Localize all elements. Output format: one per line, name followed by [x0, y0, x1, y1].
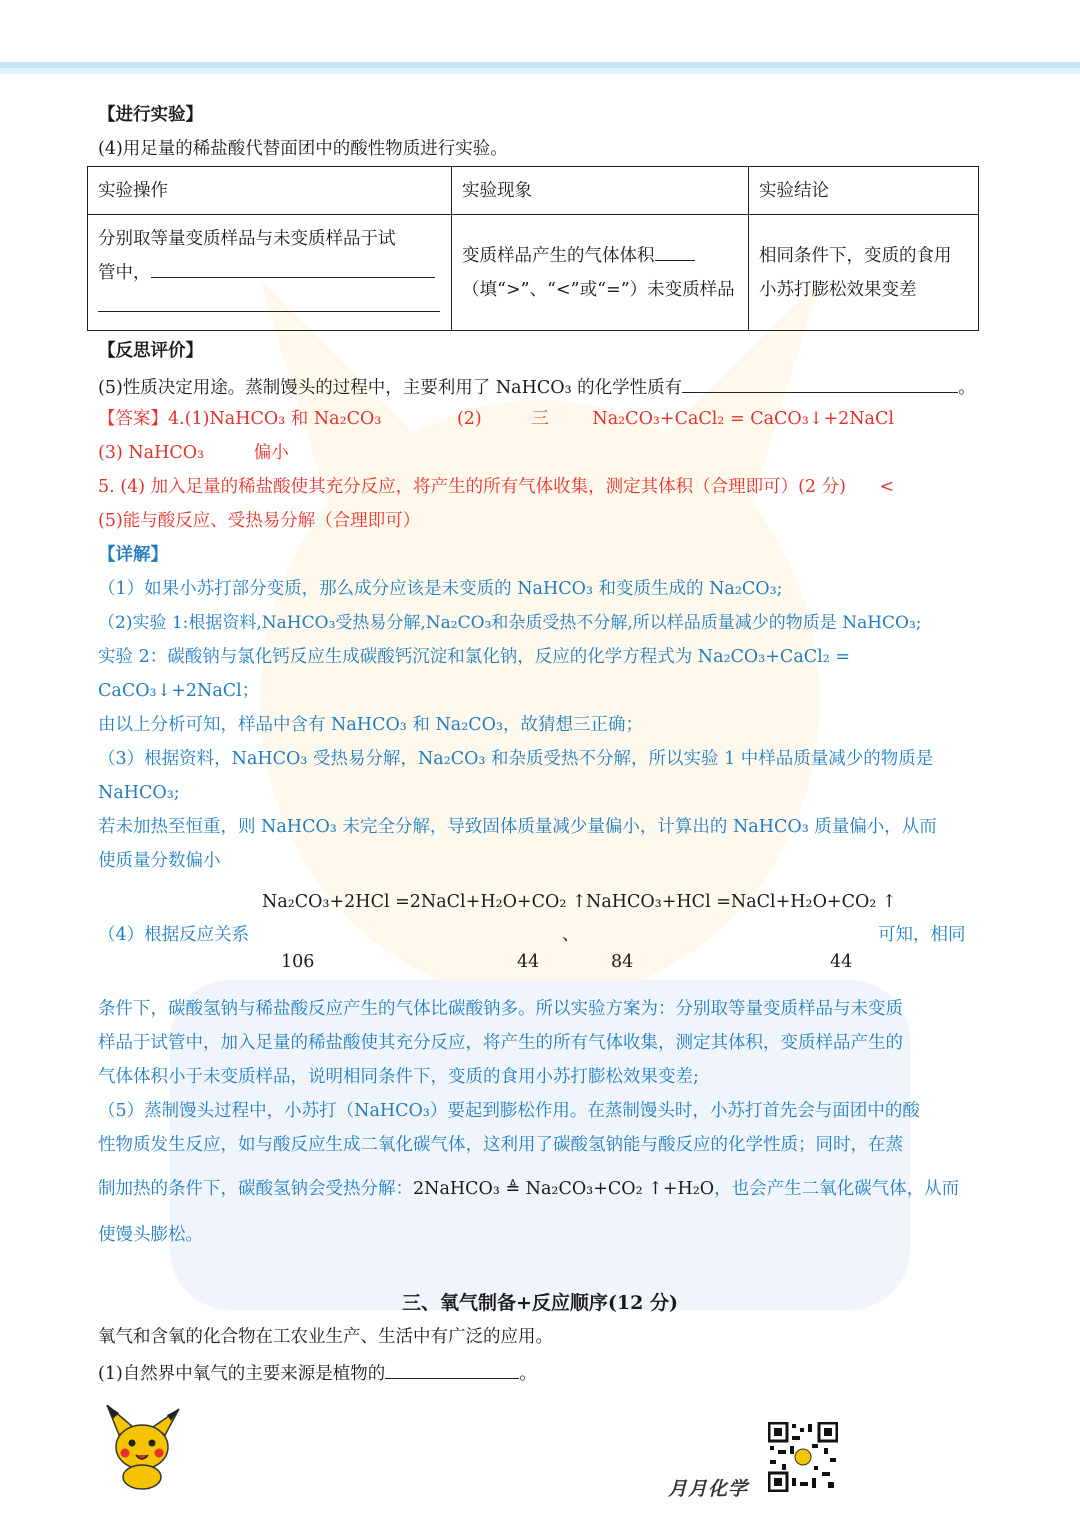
equation-1: Na₂CO₃+2HCl =2NaCl+H₂O+CO₂ ↑	[262, 892, 587, 912]
detail-relation-label: （4）根据反应关系	[98, 925, 250, 945]
detail-line: 使馒头膨松。	[98, 1225, 203, 1245]
answer-part: (3) NaHCO₃	[98, 443, 205, 463]
table-header: 实验现象	[452, 167, 749, 215]
answer-part: Na₂CO₃+CaCl₂ = CaCO₃↓+2NaCl	[592, 409, 894, 429]
experiment-heading: 【进行实验】	[98, 105, 203, 125]
relation-separator: 、	[562, 925, 580, 945]
mascot-logo	[105, 1405, 180, 1490]
detail-line: 实验 2：碳酸钠与氯化钙反应生成碳酸钙沉淀和氯化钠，反应的化学方程式为 Na₂CO₃+CaCl₂ =	[98, 647, 850, 667]
question-text: (1)自然界中氧气的主要来源是植物的	[98, 1364, 386, 1384]
mass-number: 44	[517, 952, 540, 972]
answer-line-4: (5)能与酸反应、受热易分解（合理即可）	[98, 511, 421, 531]
header-stripe-light	[0, 68, 1080, 74]
detail-line: CaCO₃↓+2NaCl；	[98, 681, 260, 701]
detail-line: 条件下，碳酸氢钠与稀盐酸反应产生的气体比碳酸钠多。所以实验方案为：分别取等量变质样品与未变质	[98, 999, 903, 1019]
mascot-watermark	[110, 280, 970, 1330]
experiment-table	[87, 166, 979, 331]
phenomenon-cell	[452, 215, 749, 331]
question-5-blank[interactable]	[682, 372, 958, 393]
answer-part: <	[879, 477, 895, 497]
conclusion-line-2: 小苏打膨松效果变差	[759, 279, 917, 300]
answer-part: 5. (4) 加入足量的稀盐酸使其充分反应，将产生的所有气体收集，测定其体积（合理即可）(2 分)	[98, 477, 846, 497]
question-5-text: (5)性质决定用途。蒸制馒头的过程中，主要利用了 NaHCO₃ 的化学性质有	[98, 378, 683, 398]
header-band	[0, 0, 1080, 82]
operation-line-2	[98, 256, 441, 290]
equation-2: NaHCO₃+HCl =NaCl+H₂O+CO₂ ↑	[586, 892, 897, 912]
qr-code	[768, 1422, 838, 1492]
question-end: 。	[519, 1364, 537, 1384]
phenomenon-line-1	[462, 239, 738, 273]
question-5	[98, 372, 976, 401]
detail-line: （5）蒸制馒头过程中，小苏打（NaHCO₃）要起到膨松作用。在蒸制馒头时，小苏打首先会与面团中的酸	[98, 1101, 920, 1121]
operation-text: 管中，	[98, 262, 151, 283]
detail-line: 由以上分析可知，样品中含有 NaHCO₃ 和 Na₂CO₃，故猜想三正确；	[98, 715, 643, 735]
question-blank[interactable]	[385, 1358, 519, 1379]
answer-part: 偏小	[253, 443, 289, 463]
operation-line-1: 分别取等量变质样品与未变质样品于试	[98, 228, 396, 249]
conclusion-line-1: 相同条件下，变质的食用	[759, 245, 952, 266]
detail-line	[98, 1176, 959, 1202]
answer-part: 【答案】4.(1)NaHCO₃ 和 Na₂CO₃	[98, 409, 382, 429]
operation-cell	[88, 215, 452, 331]
phenomenon-text: 变质样品产生的气体体积	[462, 245, 655, 266]
brand-wordmark: 月月化学	[668, 1478, 749, 1500]
detail-heading: 【详解】	[98, 545, 168, 565]
detail-text: ，也会产生二氧化碳气体，从而	[714, 1179, 960, 1199]
operation-line-3	[98, 290, 441, 324]
phenomenon-line-2: （填“>”、“<”或“=”）未变质样品	[462, 279, 735, 300]
detail-line: NaHCO₃;	[98, 783, 180, 803]
detail-line: 样品于试管中，加入足量的稀盐酸使其充分反应，将产生的所有气体收集，测定其体积，变质样品产生的	[98, 1033, 903, 1053]
table-row	[88, 215, 979, 331]
detail-text: 制加热的条件下，碳酸氢钠会受热分解：	[98, 1179, 413, 1199]
mass-number: 106	[281, 952, 315, 972]
question-4: (4)用足量的稀盐酸代替面团中的酸性物质进行实验。	[98, 139, 508, 159]
answer-part: (2)	[456, 409, 482, 429]
phenomenon-blank[interactable]	[655, 240, 695, 261]
reflect-heading: 【反思评价】	[98, 341, 203, 361]
decomposition-equation: 2NaHCO₃ ≜ Na₂CO₃+CO₂ ↑+H₂O	[413, 1179, 715, 1199]
answer-line-1	[98, 406, 894, 432]
mass-number: 84	[611, 952, 634, 972]
operation-blank-2[interactable]	[98, 291, 440, 312]
detail-line: 气体体积小于未变质样品，说明相同条件下，变质的食用小苏打膨松效果变差;	[98, 1067, 699, 1087]
answer-line-3	[98, 474, 894, 500]
detail-line: 使质量分数偏小	[98, 851, 221, 871]
answer-part: 三	[531, 409, 549, 429]
table-header: 实验操作	[88, 167, 452, 215]
section-intro: 氧气和含氧的化合物在工农业生产、生活中有广泛的应用。	[98, 1327, 553, 1347]
detail-line: （2)实验 1:根据资料,NaHCO₃受热易分解,Na₂CO₃和杂质受热不分解,所以样品质量减少的物质是 NaHCO₃;	[98, 613, 922, 633]
section-title: 三、氧气制备+反应顺序(12 分)	[402, 1292, 678, 1314]
question-5-end: 。	[958, 378, 976, 398]
mass-number: 44	[830, 952, 853, 972]
detail-line: （3）根据资料，NaHCO₃ 受热易分解，Na₂CO₃ 和杂质受热不分解，所以实验 1 中样品质量减少的物质是	[98, 749, 934, 769]
detail-line: 若未加热至恒重，则 NaHCO₃ 未完全分解，导致固体质量减少量偏小，计算出的 NaHCO₃ 质量偏小，从而	[98, 817, 937, 837]
section-question-1	[98, 1358, 537, 1387]
detail-line: （1）如果小苏打部分变质，那么成分应该是未变质的 NaHCO₃ 和变质生成的 Na₂CO₃;	[98, 579, 783, 599]
operation-blank[interactable]	[151, 257, 435, 278]
table-header-row	[88, 167, 979, 215]
detail-relation-end: 可知，相同	[878, 925, 966, 945]
table-header: 实验结论	[749, 167, 979, 215]
answer-line-2	[98, 440, 289, 466]
conclusion-cell	[749, 215, 979, 331]
detail-line: 性物质发生反应，如与酸反应生成二氧化碳气体，这利用了碳酸氢钠能与酸反应的化学性质；同时，在蒸	[98, 1135, 903, 1155]
